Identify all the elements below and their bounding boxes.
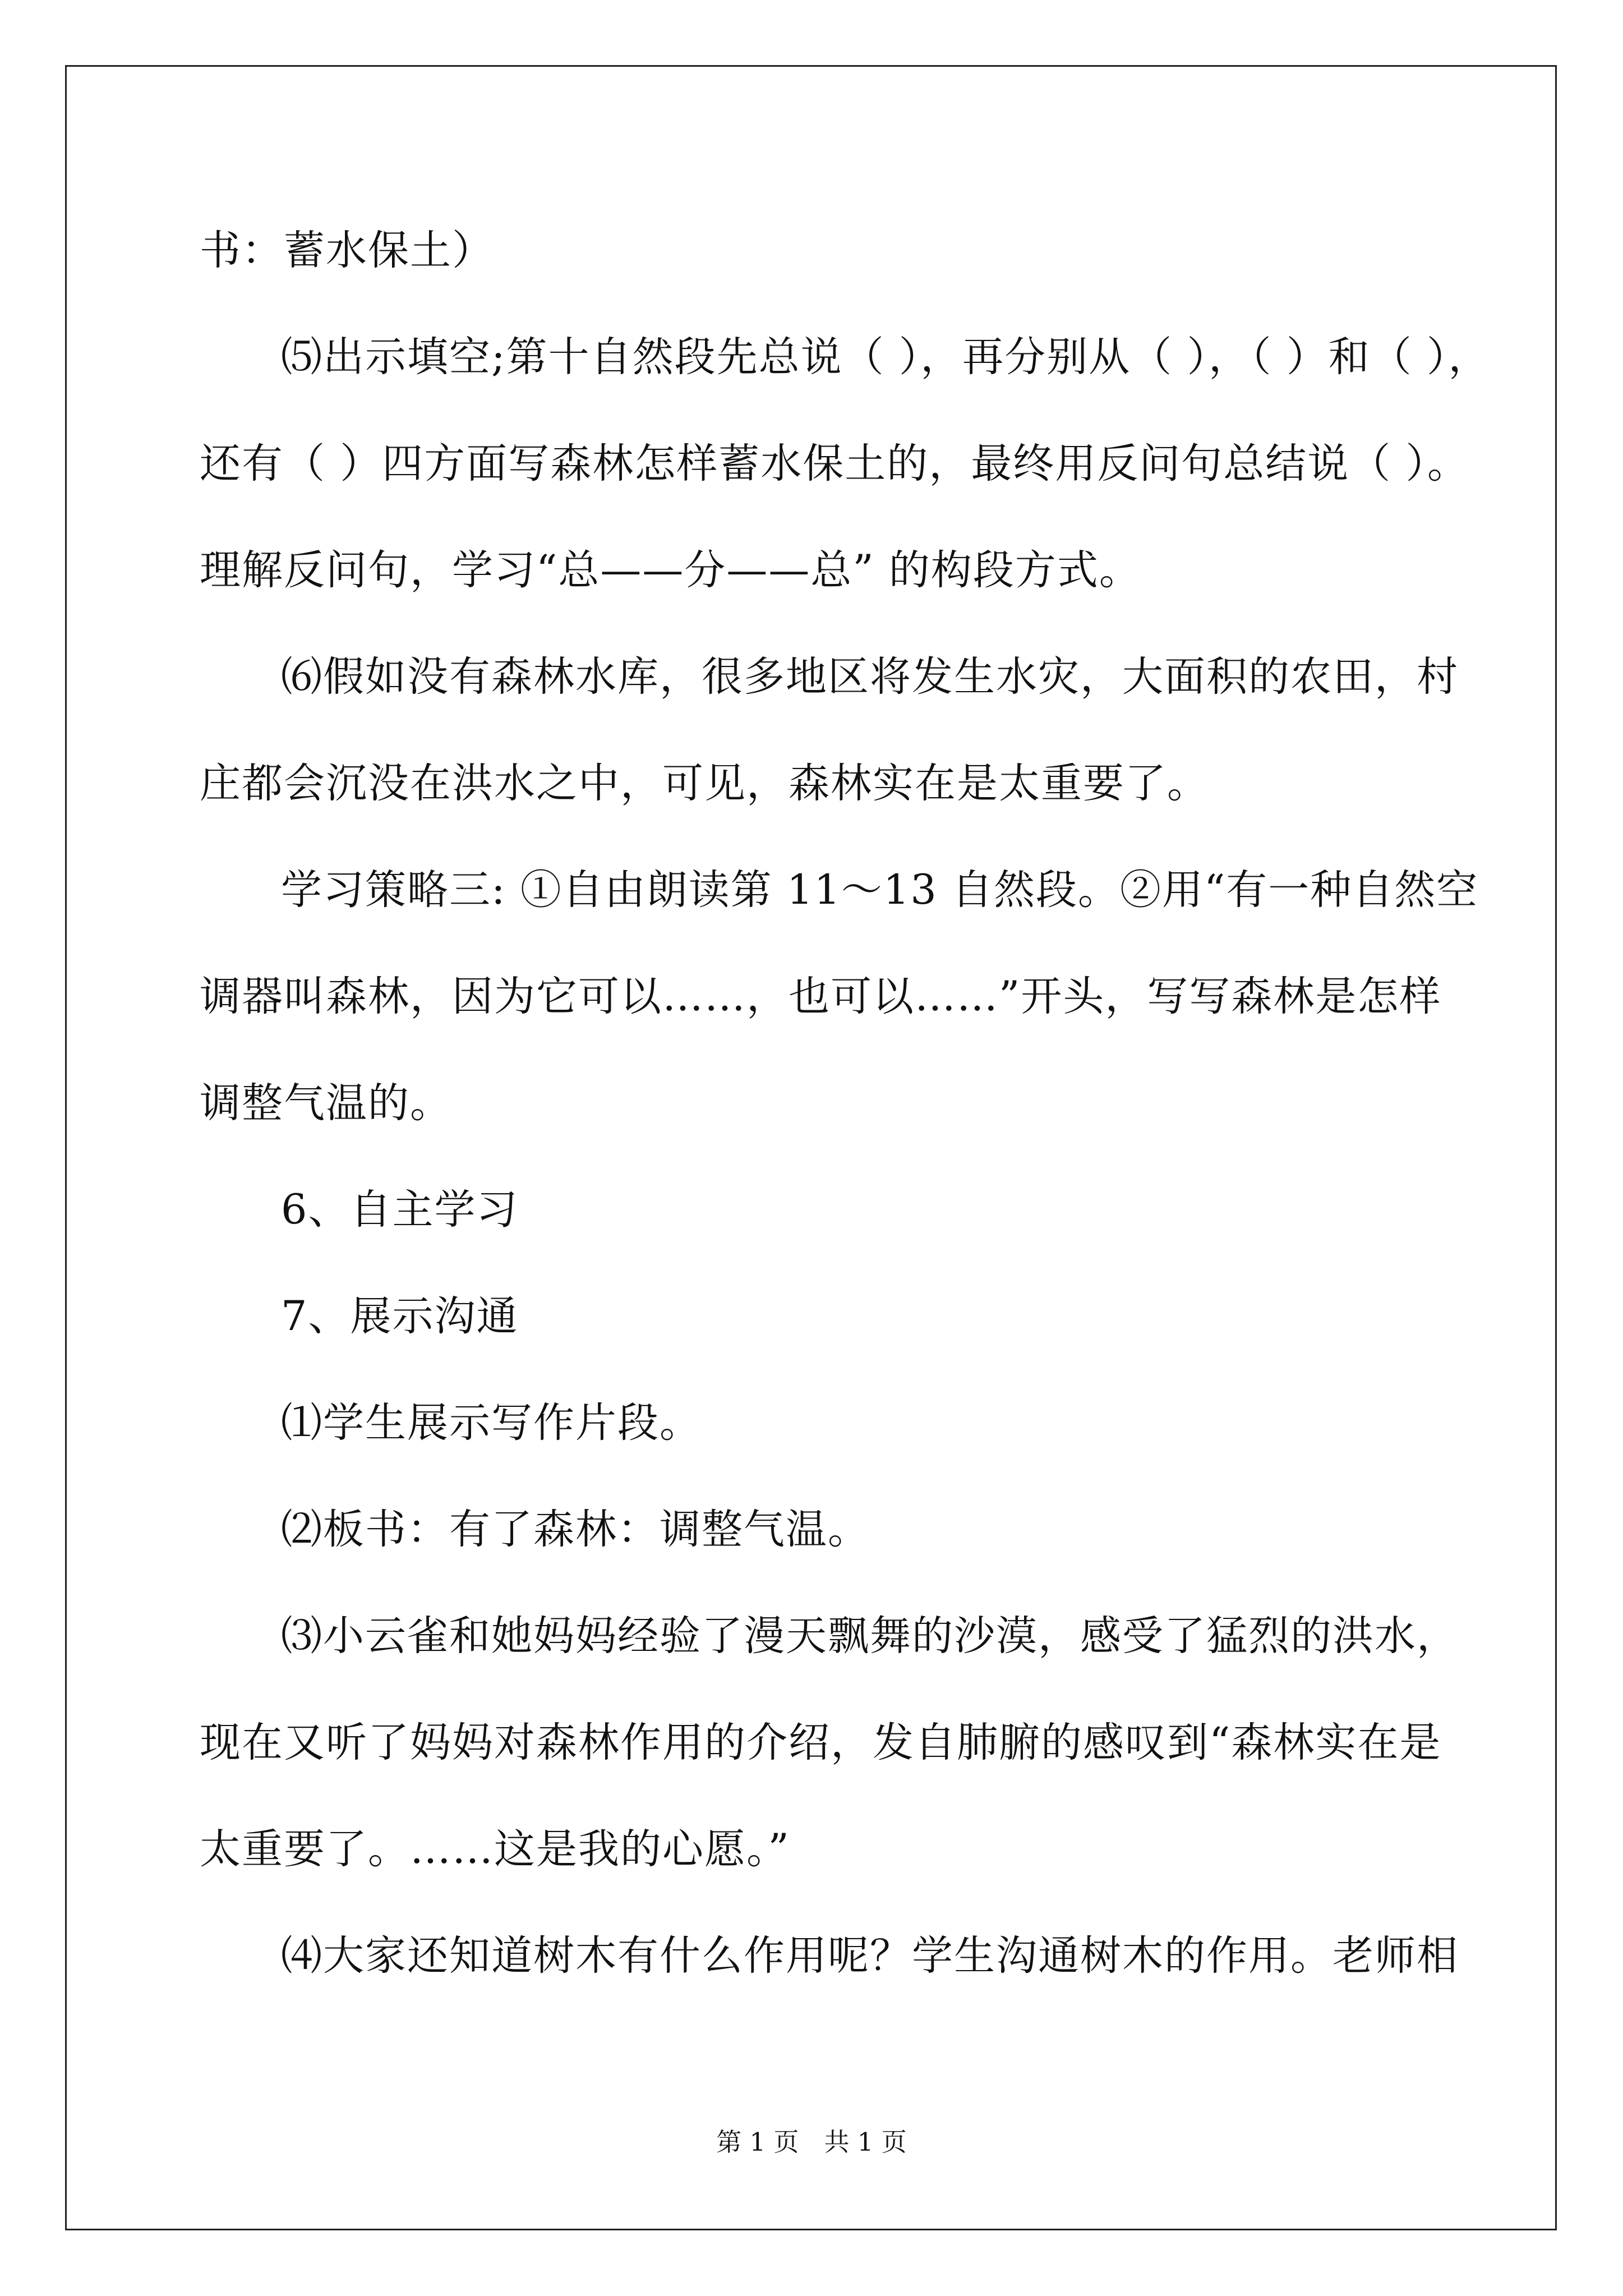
page-footer: 第 1 页 共 1 页 [716, 2127, 907, 2157]
text-line: 书：蓄水保土） [200, 227, 494, 274]
text-line: 6、自主学习 [281, 1186, 519, 1234]
text-line: 学习策略三: ①自由朗读第 11～13 自然段。②用“有一种自然空 [281, 866, 1479, 914]
page-border [65, 65, 1557, 2230]
text-line: 庄都会沉没在洪水之中，可见，森林实在是太重要了。 [200, 760, 1209, 807]
text-line: 现在又听了妈妈对森林作用的介绍，发自肺腑的感叹到“森林实在是 [200, 1719, 1442, 1766]
text-line: ⑷大家还知道树木有什么作用呢？学生沟通树木的作用。老师相 [281, 1932, 1459, 1980]
text-line: 调整气温的。 [200, 1079, 452, 1127]
text-line: 理解反问句，学习“总——分——总” 的构段方式。 [200, 546, 1141, 594]
text-line: ⑵板书：有了森林：调整气温。 [281, 1506, 870, 1553]
text-line: 7、展示沟通 [281, 1292, 519, 1340]
text-line: ⑴学生展示写作片段。 [281, 1399, 702, 1447]
text-line: ⑶小云雀和她妈妈经验了漫天飘舞的沙漠，感受了猛烈的洪水， [281, 1612, 1459, 1660]
text-line: 还有（ ）四方面写森林怎样蓄水保土的，最终用反问句总结说（ ）。 [200, 440, 1469, 487]
text-line: ⑹假如没有森林水库，很多地区将发生水灾，大面积的农田，村 [281, 653, 1459, 701]
text-line: 太重要了。……这是我的心愿。” [200, 1825, 790, 1873]
text-line: ⑸出示填空;第十自然段先总说（ ），再分别从（ ），（ ）和（ ）， [281, 333, 1491, 381]
text-line: 调器叫森林，因为它可以……，也可以……”开头，写写森林是怎样 [200, 973, 1442, 1020]
